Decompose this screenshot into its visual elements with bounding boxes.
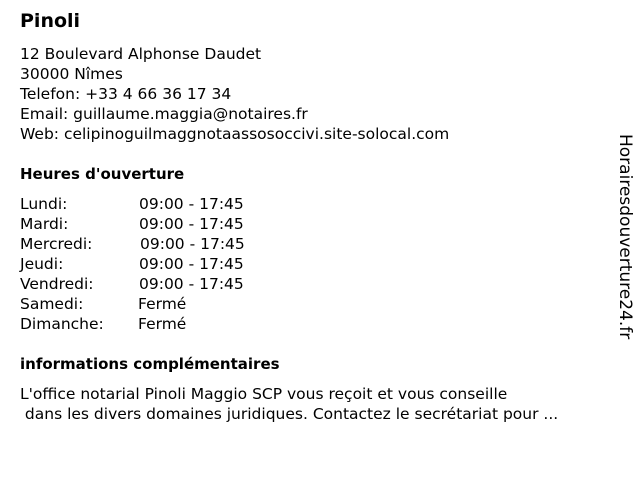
hours-value: 09:00 - 17:45 [139,255,244,273]
additional-info-heading: informations complémentaires [20,355,280,373]
additional-info-text [20,384,558,424]
contact-block [20,44,449,144]
hours-value: 09:00 - 17:45 [139,215,244,233]
hours-value: 09:00 - 17:45 [139,275,244,293]
day-label: Vendredi: [20,275,94,293]
day-label: Samedi: [20,295,84,313]
day-label: Jeudi: [20,255,64,273]
email-address: Email: guillaume.maggia@notaires.fr [20,105,308,123]
day-label: Dimanche: [20,315,104,333]
hours-value: Fermé [138,295,187,313]
business-name: Pinoli [20,10,81,32]
phone-number: Telefon: +33 4 66 36 17 34 [20,85,232,103]
hours-value: Fermé [138,315,187,333]
address-street: 12 Boulevard Alphonse Daudet [20,45,262,63]
website-address: Web: celipinoguilmaggnotaassosoccivi.site-solocal.com [20,125,450,143]
day-label: Mardi: [20,215,69,233]
day-label: Lundi: [20,195,68,213]
description-line: L'office notarial Pinoli Maggio SCP vous reçoit et vous conseille [20,385,508,403]
address-city: 30000 Nîmes [20,65,123,83]
site-watermark [602,134,640,344]
site-watermark-text: Horairesdouverture24.fr [615,134,635,340]
opening-hours-heading: Heures d'ouverture [20,165,185,183]
day-label: Mercredi: [20,235,93,253]
hours-value: 09:00 - 17:45 [139,195,244,213]
description-line: dans les divers domaines juridiques. Contactez le secrétariat pour ... [20,405,559,423]
hours-value: 09:00 - 17:45 [140,235,245,253]
